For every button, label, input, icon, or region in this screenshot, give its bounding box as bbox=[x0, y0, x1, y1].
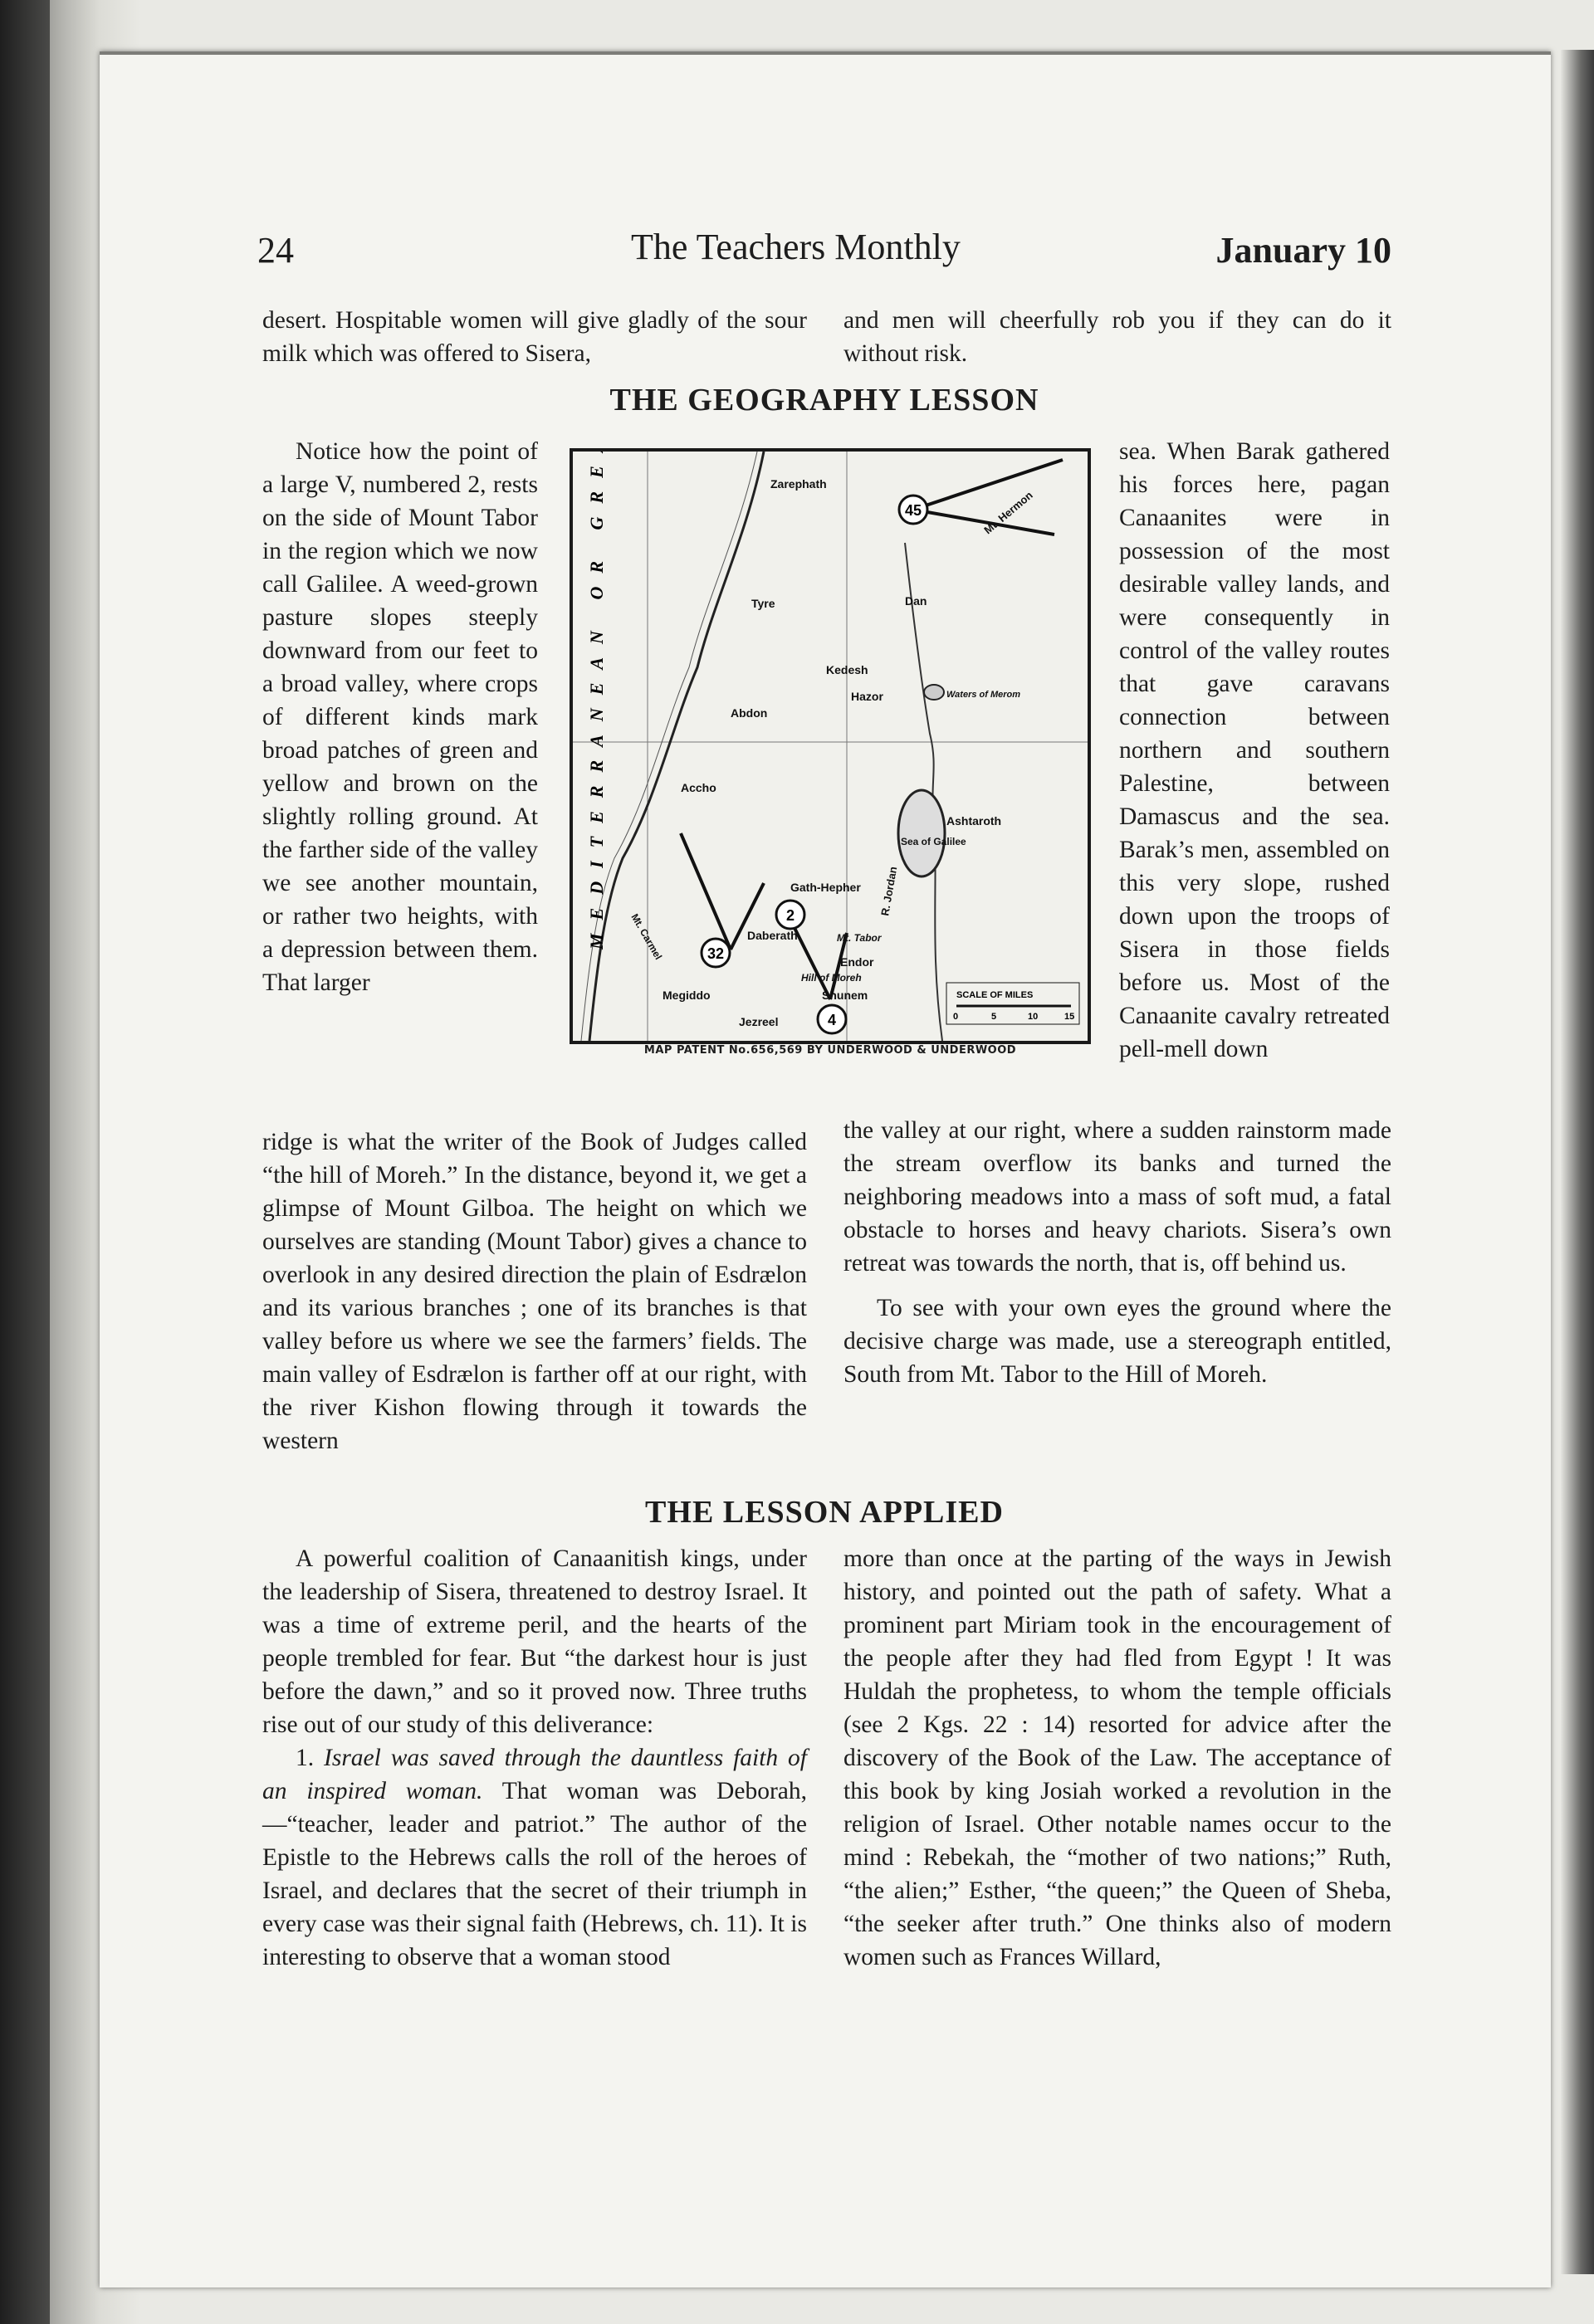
running-header bbox=[257, 222, 1391, 281]
map-drawing bbox=[573, 452, 1088, 1041]
palestine-map bbox=[570, 448, 1091, 1044]
map-caption: MAP PATENT No.656,569 BY UNDERWOOD & UNDERWOOD bbox=[643, 1044, 1017, 1057]
point-text: That woman was Deborah, —“teacher, leader and patriot.” The author of the Epistle to the Hebrews calls the roll of the heroes of Israel, and declares that the secret of their triumph in every case was their signal faith (Hebrews, ch. 11). It is interesting to observe that a woman stood bbox=[262, 1778, 807, 1970]
paragraph: desert. Hospitable women will give gladly of the sour milk which was offered to Sisera, bbox=[262, 307, 807, 367]
marker-number: 45 bbox=[904, 502, 922, 519]
map-label: Dan bbox=[905, 594, 927, 608]
scale-tick: 10 bbox=[1028, 1012, 1039, 1022]
map-label: Mt. Hermon bbox=[981, 488, 1035, 537]
scale-tick: 5 bbox=[991, 1012, 997, 1022]
map-label: Ashtaroth bbox=[946, 814, 1002, 828]
marker-number: 2 bbox=[785, 907, 795, 924]
map-label: Endor bbox=[840, 955, 874, 969]
paragraph: Notice how the point of a large V, numbered 2, rests on the side of Mount Tabor in the region which we now call Galilee. A weed-grown pasture slopes steeply downward from our feet to a broad valley, where crops of different kinds mark broad patches of green and yellow and brown on the slightly rolling ground. At the farther side of the valley we see another mountain, or rather two heights, with a depression between them. That larger bbox=[262, 438, 538, 996]
lesson-applied-heading: THE LESSON APPLIED bbox=[645, 1495, 1004, 1530]
issue-date: January 10 bbox=[1215, 230, 1391, 271]
map-label: Hill of Moreh bbox=[801, 972, 862, 984]
book-binding-shadow bbox=[0, 0, 50, 2324]
top-right-text bbox=[843, 304, 1391, 370]
paragraph: A powerful coalition of Canaanitish kings, under the leadership of Sisera, threatened to destroy Israel. It was a time of extreme peril, and the hearts of the people trembled for fear. But “the darkest hour is just before the dawn,” and so it proved now. Three truths rise out of our study of this deliverance: bbox=[262, 1545, 807, 1738]
map-label: Mt. Carmel bbox=[628, 911, 665, 962]
scale-tick: 15 bbox=[1064, 1012, 1075, 1022]
paragraph: more than once at the parting of the ways in Jewish history, and pointed out the path of safety. What a prominent part Miriam took in the encouragement of the people after they had fled from Egypt ! It was Huldah the prophetess, to whom the temple officials (see 2 Kgs. 22 : 14) resorted for advice after the discovery of the Book of the Law. The acceptance of this book by king Josiah worked a revolution in the religion of Israel. Other notable names occur to the mind : Rebekah, the “mother of two nations;” Ruth, “the alien;” Esther, “the queen;” the Queen of Sheba, “the seeker after truth.” One thinks also of modern women such as Frances Willard, bbox=[843, 1545, 1391, 1970]
paragraph: To see with your own eyes the ground where the decisive charge was made, use a stereograph entitled, South from Mt. Tabor to the Hill of Moreh. bbox=[843, 1295, 1391, 1388]
geography-right-full bbox=[843, 1114, 1391, 1391]
scale-tick: 0 bbox=[953, 1012, 959, 1022]
marker-number: 32 bbox=[707, 945, 725, 962]
map-label: Shunem bbox=[822, 989, 868, 1002]
map-label: Waters of Merom bbox=[946, 690, 1021, 700]
map-label: Abdon bbox=[731, 706, 768, 720]
marker-number: 4 bbox=[827, 1012, 837, 1028]
applied-right-column bbox=[843, 1542, 1391, 1974]
map-scale bbox=[946, 983, 1079, 1024]
page-number: 24 bbox=[257, 230, 294, 271]
applied-left-column bbox=[262, 1542, 807, 1974]
geography-left-wrap bbox=[262, 435, 538, 999]
sea-label: MEDITERRANEAN OR GREAT SEA bbox=[586, 452, 607, 950]
coastline bbox=[589, 452, 764, 1041]
paragraph bbox=[262, 1741, 807, 1974]
scale-label: SCALE OF MILES bbox=[956, 990, 1034, 1000]
page-edge-shadow bbox=[1561, 50, 1594, 2274]
geography-heading: THE GEOGRAPHY LESSON bbox=[609, 383, 1039, 417]
sea-of-galilee bbox=[898, 790, 945, 876]
map-label: Mt. Tabor bbox=[837, 932, 882, 944]
map-label: Jezreel bbox=[739, 1015, 779, 1028]
map-label: Accho bbox=[681, 781, 716, 794]
map-label: Tyre bbox=[751, 597, 775, 610]
magazine-title: The Teachers Monthly bbox=[631, 227, 961, 267]
top-left-text bbox=[262, 304, 807, 370]
map-label: Gath-Hepher bbox=[790, 881, 861, 894]
map-label: Zarephath bbox=[770, 477, 827, 491]
paragraph: ridge is what the writer of the Book of Judges called “the hill of Moreh.” In the distance, beyond it, we get a glimpse of Mount Gilboa. The height on which we ourselves are standing (Mount Tabor) gives a chance to overlook in any desired direction the plain of Esdrælon and its various branches ; one of its branches is that valley before us where we see the farmers’ fields. The main valley of Esdrælon is farther off at our right, with the river Kishon flowing through it towards the western bbox=[262, 1129, 807, 1454]
map-label: Hazor bbox=[851, 690, 883, 703]
map-label: Sea of Galilee bbox=[901, 836, 966, 847]
waters-of-merom bbox=[924, 685, 944, 700]
paragraph: the valley at our right, where a sudden rainstorm made the stream overflow its banks and turned the neighboring meadows into a mass of soft mud, a fatal obstacle to horses and heavy chariots. Sisera’s own retreat was towards the north, that is, off behind us. bbox=[843, 1117, 1391, 1277]
map-label: Megiddo bbox=[663, 989, 711, 1002]
map-label: R. Jordan bbox=[878, 865, 900, 917]
map-label: Daberath bbox=[747, 929, 798, 942]
map-label: Kedesh bbox=[826, 663, 868, 676]
point-emphasis: Israel was saved through the dauntless faith of an inspired woman. bbox=[262, 1745, 807, 1804]
paragraph: sea. When Barak gathered his forces here, pagan Canaanites were in possession of the most desirable valley lands, and were consequently in control of the valley routes that gave caravans connection between northern and southern Palestine, between Damascus and the sea. Barak’s men, assembled on this very slope, rushed down upon the troops of Sisera in those fields before us. Most of the Canaanite cavalry retreated pell-mell down bbox=[1119, 438, 1390, 1062]
paragraph: and men will cheerfully rob you if they can do it without risk. bbox=[843, 307, 1391, 367]
point-number: 1. bbox=[296, 1745, 315, 1771]
geography-left-full bbox=[262, 1125, 807, 1457]
route-markers bbox=[702, 496, 927, 1033]
geography-right-wrap bbox=[1119, 435, 1390, 1066]
